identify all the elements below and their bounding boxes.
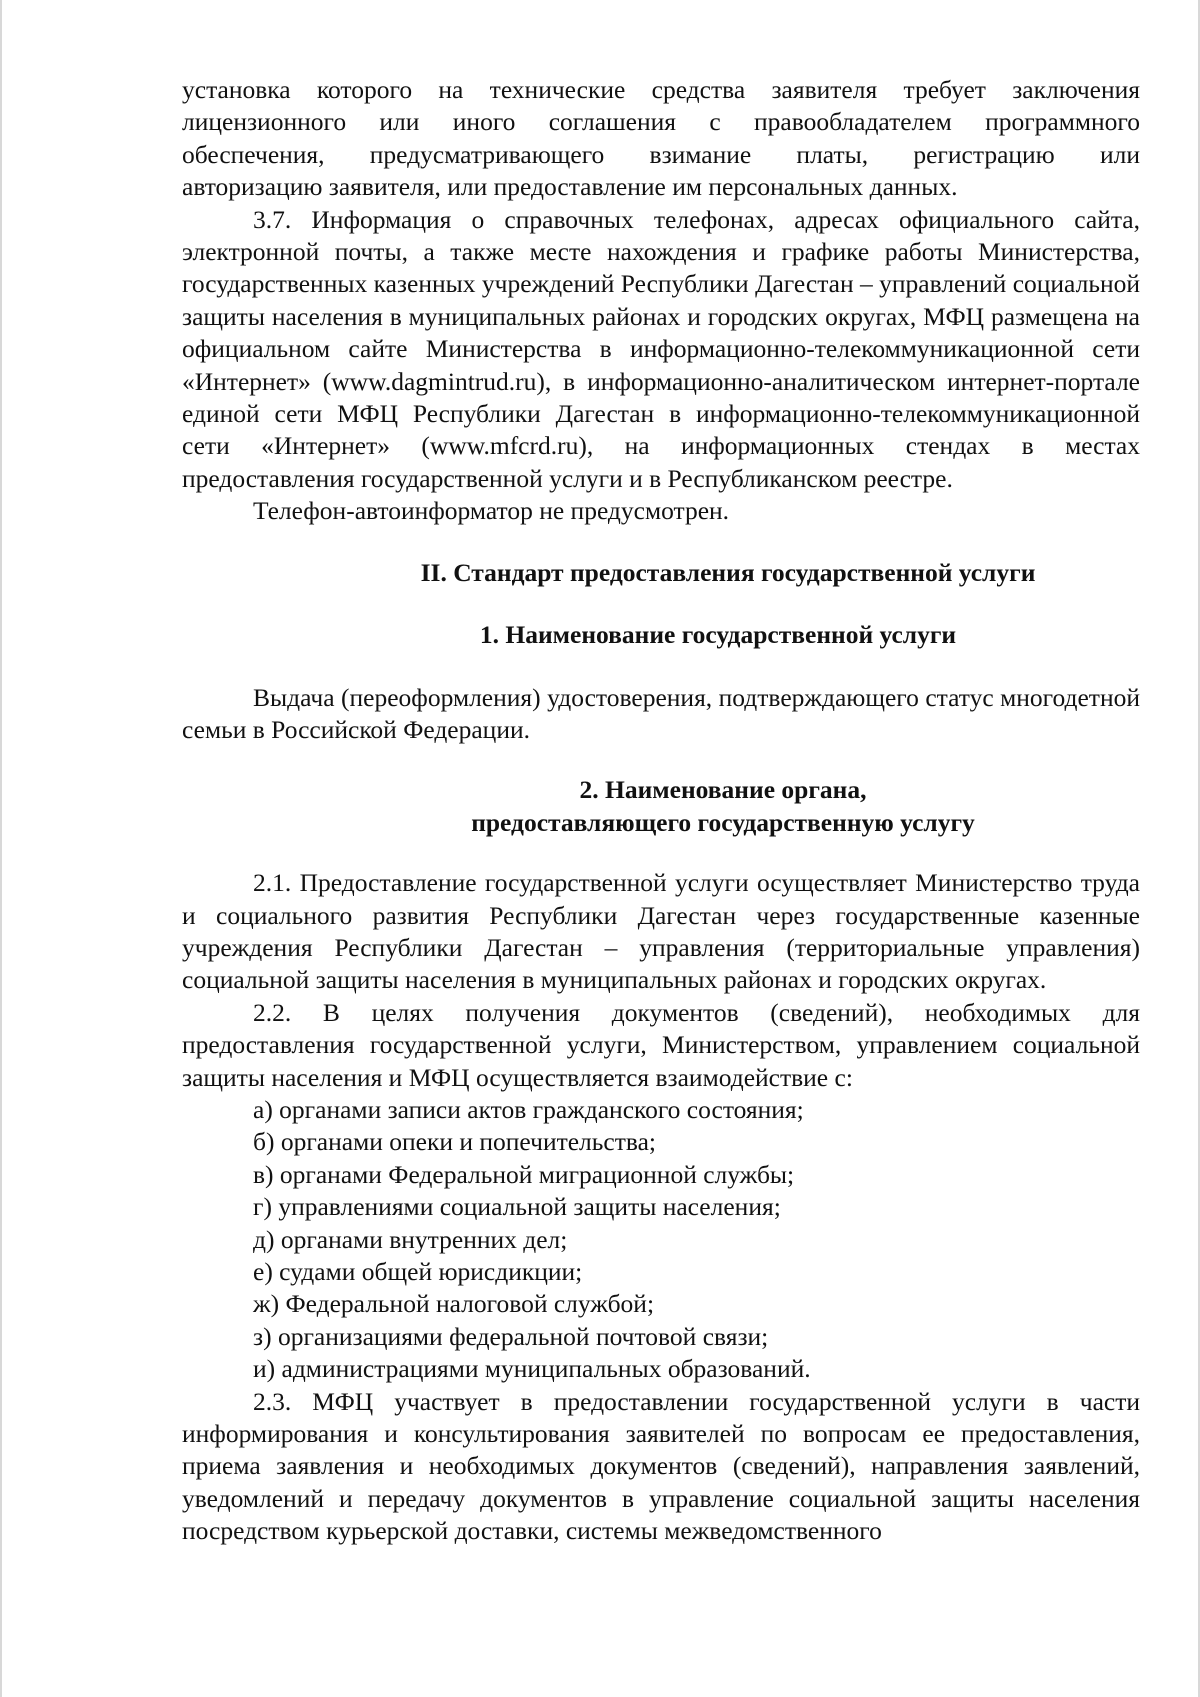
- list-item: б) органами опеки и попечительства;: [253, 1127, 656, 1157]
- intro-line-4: авторизацию заявителя, или предоставление им персональных данных.: [182, 172, 958, 202]
- list-item: е) судами общей юрисдикции;: [253, 1257, 583, 1286]
- section-2-heading-line-1: 2. Наименование органа,: [579, 775, 867, 805]
- list-item: а) органами записи актов гражданского состояния;: [253, 1094, 804, 1124]
- service-name-paragraph: Выдача (переоформления) удостоверения, подтверждающего статус многодетной семьи в Российской Федерации.: [182, 682, 1140, 744]
- paragraph-2-3: 2.3. МФЦ участвует в предоставлении государственной услуги в части информирования и консультирования заявителей по вопросам ее предоставления, приема заявления и необходимых документов (сведений), направления заявлений, уведомлений и передачу документов в управление социальной защиты населения посредством курьерской доставки, системы межведомственного: [182, 1386, 1140, 1546]
- section-ii-heading: II. Стандарт предоставления государственной услуги: [420, 557, 1036, 587]
- section-2-heading-line-2: предоставляющего государственную услугу: [471, 807, 975, 837]
- intro-line-2: лицензионного или иного соглашения с правообладателем программного: [182, 107, 1140, 137]
- intro-line-3: обеспечения, предусматривающего взимание платы, регистрацию или: [182, 139, 1140, 169]
- list-item: д) органами внутренних дел;: [253, 1224, 568, 1254]
- intro-line-1: установка которого на технические средства заявителя требует заключения: [182, 75, 1140, 104]
- paragraph-3-7: 3.7. Информация о справочных телефонах, адресах официального сайта, электронной почты, а также месте нахождения и графике работы Министерства, государственных казенных учреждений Республики Дагестан – управлений социальной защиты населения в муниципальных районах и городских округах, МФЦ размещена на официальном сайте Министерства в информационно-телекоммуникационной сети «Интернет» (www.dagmintrud.ru), в информационно-аналитическом интернет-портале единой сети МФЦ Республики Дагестан в информационно-телекоммуникационной сети «Интернет» (www.mfcrd.ru), на информационных стендах в местах предоставления государственной услуги и в Республиканском реестре.: [182, 204, 1140, 493]
- list-item: в) органами Федеральной миграционной службы;: [253, 1159, 795, 1189]
- list-item: з) организациями федеральной почтовой связи;: [253, 1321, 769, 1351]
- list-item: и) администрациями муниципальных образований.: [253, 1354, 811, 1384]
- document-page: [182, 74, 1140, 1548]
- list-item: г) управлениями социальной защиты населения;: [253, 1192, 781, 1222]
- paragraph-2-2: 2.2. В целях получения документов (сведений), необходимых для предоставления государственной услуги, Министерством, управлением социальной защиты населения и МФЦ осуществляется взаимодействие с:: [182, 997, 1140, 1092]
- list-item: ж) Федеральной налоговой службой;: [253, 1289, 655, 1319]
- paragraph-2-1: 2.1. Предоставление государственной услуги осуществляет Министерство труда и социального развития Республики Дагестан через государственные казенные учреждения Республики Дагестан – управления (территориальные управления) социальной защиты населения в муниципальных районах и городских округах.: [182, 868, 1140, 995]
- section-1-heading: 1. Наименование государственной услуги: [479, 620, 957, 650]
- phone-note: Телефон-автоинформатор не предусмотрен.: [253, 496, 730, 526]
